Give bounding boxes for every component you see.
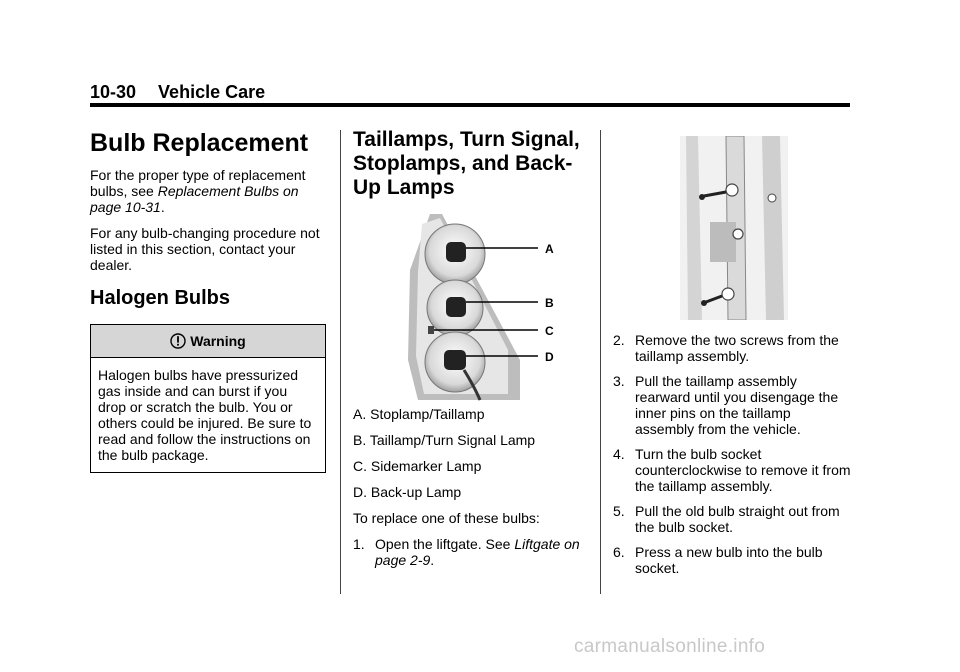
taillamp-screws-illustration [680,136,788,320]
warning-header [91,325,325,358]
step-number: 1. [353,536,365,552]
lamp-legend [353,406,593,577]
step-text [375,536,593,568]
replace-intro: To replace one of these bulbs: [353,510,540,526]
figure-label-d: D [545,350,554,364]
step-4 [613,446,853,494]
replacement-intro-text: For the proper type of replacement bulbs, see [90,167,306,199]
column-3-steps [613,332,853,585]
page-number: 10-30 [90,82,137,102]
figure-label-c: C [545,324,554,338]
step-2 [613,332,853,364]
replacement-bulbs-link[interactable]: Replacement Bulbs on page 10-31 [90,183,299,215]
warning-body: Halogen bulbs have pressurized gas inside and can burst if you drop or scratch the bulb. You or others could be injured. Be sure to read and follow the instructions on the bulb package. [98,367,312,463]
figure-label-b: B [545,296,554,310]
warning-icon [170,333,186,349]
step-1-end: . [430,552,435,568]
step-text: Remove the two screws from the taillamp assembly. [635,332,839,364]
watermark: carmanualsonline.info [574,636,766,657]
legend-item-a: A. Stoplamp/Taillamp [353,406,485,422]
step-5 [613,503,853,535]
step-1 [353,536,593,568]
replacement-intro [90,167,328,215]
step-number: 5. [613,503,625,519]
column-1 [90,128,328,473]
halogen-bulbs-heading: Halogen Bulbs [90,287,231,309]
step-number: 6. [613,544,625,560]
step-text: Pull the old bulb straight out from the bulb socket. [635,503,840,535]
legend-item-b: B. Taillamp/Turn Signal Lamp [353,432,536,448]
column-divider-1 [340,130,341,594]
column-2 [353,128,593,210]
figure-label-a: A [545,242,554,256]
header-rule [90,103,850,107]
column-divider-2 [600,130,601,594]
step-number: 4. [613,446,625,462]
step-text: Turn the bulb socket counterclockwise to remove it from the taillamp assembly. [635,446,851,494]
taillamps-heading: Taillamps, Turn Signal, Stoplamps, and Back-Up Lamps [353,128,580,199]
legend-item-c: C. Sidemarker Lamp [353,458,482,474]
liftgate-link[interactable]: Liftgate on page 2-9 [375,536,580,568]
step-text: Press a new bulb into the bulb socket. [635,544,823,576]
warning-box [90,324,326,473]
step-text: Pull the taillamp assembly rearward until you disengage the inner pins on the taillamp assembly from the vehicle. [635,373,839,437]
step-3 [613,373,853,437]
replacement-intro-end: . [160,199,165,215]
legend-item-d: D. Back-up Lamp [353,484,462,500]
warning-label: Warning [190,333,246,349]
bulb-replacement-heading: Bulb Replacement [90,129,309,157]
step-6 [613,544,853,576]
page-header [90,82,265,103]
step-number: 2. [613,332,625,348]
step-number: 3. [613,373,625,389]
step-1-text: Open the liftgate. See [375,536,515,552]
taillamp-illustration [400,210,570,402]
dealer-note: For any bulb-changing procedure not listed in this section, contact your dealer. [90,225,320,273]
section-title: Vehicle Care [158,82,266,102]
